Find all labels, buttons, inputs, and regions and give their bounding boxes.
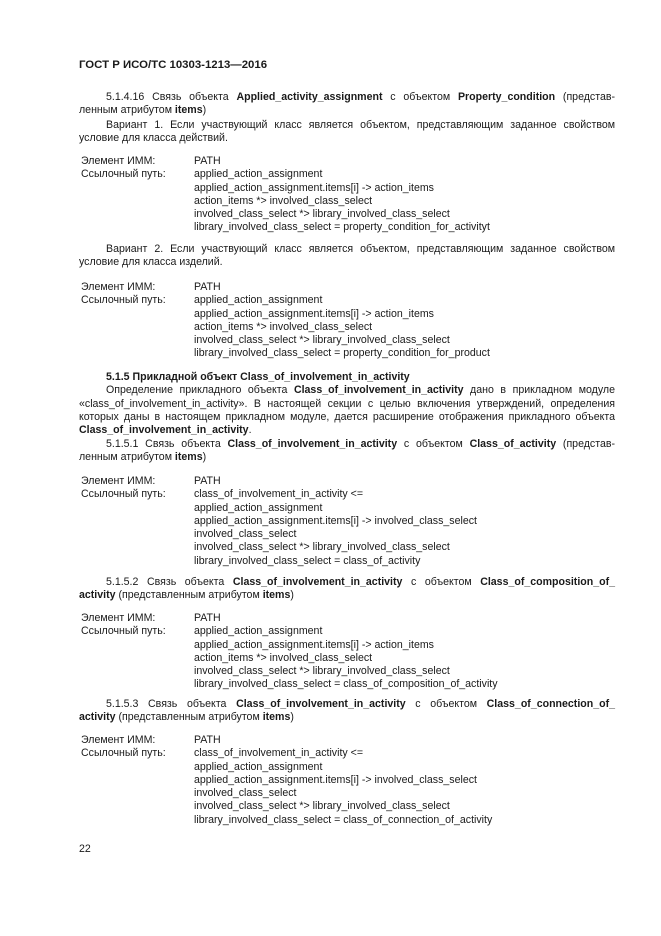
- element-label: Элемент ИММ:: [81, 612, 156, 624]
- path-line: applied_action_assignment: [194, 501, 323, 514]
- path-keyword: PATH: [194, 155, 221, 167]
- text: ): [202, 104, 207, 117]
- section-line: [79, 424, 615, 437]
- path-line: involved_class_select *> library_involved_class_select: [194, 208, 450, 221]
- element-label: Элемент ИММ:: [81, 281, 156, 293]
- path-line: applied_action_assignment.items[i] -> action_items: [194, 307, 434, 320]
- path-keyword: PATH: [194, 734, 221, 746]
- path-line: library_involved_class_select = property_condition_for_activityt: [194, 221, 490, 234]
- element-label: Элемент ИММ:: [81, 734, 156, 746]
- text: ): [202, 451, 207, 464]
- path-keyword: PATH: [194, 475, 221, 487]
- text: с объектом: [402, 576, 481, 588]
- path-line: involved_class_select *> library_involved_class_select: [194, 665, 450, 678]
- path-label: Ссылочный путь:: [81, 294, 166, 307]
- section-title: [79, 371, 615, 384]
- attribute-name: items: [262, 711, 291, 724]
- section-heading: 5.1.5 Прикладной объект Class_of_involvement_in_activity: [106, 371, 410, 383]
- path-label: Ссылочный путь:: [81, 168, 166, 181]
- path-line: applied_action_assignment.items[i] -> involved_class_select: [194, 773, 477, 786]
- path-line: involved_class_select *> library_involved_class_select: [194, 334, 450, 347]
- element-label: Элемент ИММ:: [81, 475, 156, 487]
- entity-name: Class_of_involvement_in_activity: [79, 424, 249, 437]
- entity-name: activity: [79, 711, 116, 724]
- path-line: involved_class_select *> library_involved_class_select: [194, 541, 450, 554]
- text: 5.1.5.2 Связь объекта: [106, 576, 233, 588]
- section-line: которых даны в настоящем прикладном модуле, дается расширение отображения прикладного объекта: [79, 410, 615, 423]
- clause-5-1-4-16: [79, 91, 615, 118]
- path-line: involved_class_select: [194, 528, 297, 541]
- variant-line: условие для класса изделий.: [79, 256, 223, 269]
- text: Определение прикладного объекта: [106, 384, 294, 397]
- section-line: «class_of_involvement_in_activity». В настоящей секции с целью включения утверждений, определения: [79, 397, 615, 410]
- section-line: [79, 384, 615, 397]
- path-line: action_items *> involved_class_select: [194, 651, 373, 664]
- path-line: involved_class_select: [194, 787, 297, 800]
- clause-5-1-5-3: [79, 698, 615, 725]
- text: с объектом: [405, 698, 487, 710]
- entity-name: Class_of_activity: [469, 438, 557, 450]
- path-line: applied_action_assignment: [194, 294, 323, 307]
- entity-name: Class_of_composition_of_: [480, 576, 615, 588]
- text: (представ-: [556, 438, 615, 450]
- clause-line: [79, 451, 615, 464]
- entity-name: Class_of_connection_of_: [486, 698, 615, 710]
- entity-name: Class_of_involvement_in_activity: [293, 384, 464, 397]
- text: с объектом: [397, 438, 470, 450]
- path-line: action_items *> involved_class_select: [194, 320, 373, 333]
- path-line: library_involved_class_select = class_of_composition_of_activity: [194, 678, 498, 691]
- variant-1-text: [79, 119, 615, 146]
- text: 5.1.5.3 Связь объекта: [106, 698, 237, 710]
- clause-line: [79, 91, 615, 104]
- path-line: library_involved_class_select = class_of_connection_of_activity: [194, 813, 493, 826]
- clause-5-1-5-1: [79, 438, 615, 465]
- attribute-name: items: [262, 589, 291, 602]
- clause-line: [79, 576, 615, 589]
- path-line: applied_action_assignment: [194, 625, 323, 638]
- page-number: 22: [79, 843, 91, 855]
- clause-line: [79, 711, 615, 724]
- path-line: library_involved_class_select = property_condition_for_product: [194, 347, 490, 360]
- path-line: action_items *> involved_class_select: [194, 194, 373, 207]
- clause-line: [79, 438, 615, 451]
- entity-name: Class_of_involvement_in_activity: [227, 438, 398, 450]
- text: ленным атрибутом: [79, 104, 175, 117]
- text: ленным атрибутом: [79, 451, 175, 464]
- path-line: class_of_involvement_in_activity <=: [194, 747, 364, 760]
- path-line: applied_action_assignment.items[i] -> action_items: [194, 638, 434, 651]
- entity-name: Property_condition: [457, 91, 556, 103]
- text: 5.1.5.1 Связь объекта: [106, 438, 228, 450]
- element-label: Элемент ИММ:: [81, 155, 156, 167]
- path-label: Ссылочный путь:: [81, 488, 166, 501]
- text: с объектом: [382, 91, 458, 103]
- clause-line: [79, 698, 615, 711]
- entity-name: Class_of_involvement_in_activity: [232, 576, 403, 588]
- text: ): [290, 711, 294, 724]
- path-line: applied_action_assignment.items[i] -> action_items: [194, 181, 434, 194]
- text: 5.1.4.16 Связь объекта: [106, 91, 237, 103]
- entity-name: Applied_activity_assignment: [236, 91, 383, 103]
- path-line: involved_class_select *> library_involved_class_select: [194, 800, 450, 813]
- path-line: class_of_involvement_in_activity <=: [194, 488, 364, 501]
- path-line: library_involved_class_select = class_of_activity: [194, 554, 421, 567]
- path-label: Ссылочный путь:: [81, 747, 166, 760]
- text: дано в прикладном модуле: [463, 384, 615, 397]
- clause-line: [79, 104, 615, 117]
- text: (представ-: [555, 91, 615, 103]
- clause-line: [79, 589, 615, 602]
- entity-name: activity: [79, 589, 116, 602]
- variant-line: Вариант 1. Если участвующий класс является объектом, представляющим заданное свойством: [106, 119, 615, 131]
- text: (представленным атрибутом: [115, 589, 263, 602]
- path-line: applied_action_assignment: [194, 760, 323, 773]
- attribute-name: items: [174, 451, 203, 464]
- path-keyword: PATH: [194, 612, 221, 624]
- path-label: Ссылочный путь:: [81, 625, 166, 638]
- document-header: ГОСТ Р ИСО/ТС 10303-1213—2016: [79, 59, 268, 71]
- text: (представленным атрибутом: [115, 711, 263, 724]
- clause-5-1-5-2: [79, 576, 615, 603]
- path-keyword: PATH: [194, 281, 221, 293]
- entity-name: Class_of_involvement_in_activity: [236, 698, 406, 710]
- attribute-name: items: [174, 104, 203, 117]
- variant-line: Вариант 2. Если участвующий класс является объектом, представляющим заданное свойством: [106, 243, 615, 255]
- path-line: applied_action_assignment.items[i] -> involved_class_select: [194, 514, 477, 527]
- variant-2-text: [79, 243, 615, 270]
- section-5-1-5: [79, 371, 615, 437]
- text: .: [248, 424, 252, 437]
- text: ): [290, 589, 294, 602]
- variant-line: условие для класса действий.: [79, 132, 228, 145]
- path-line: applied_action_assignment: [194, 168, 323, 181]
